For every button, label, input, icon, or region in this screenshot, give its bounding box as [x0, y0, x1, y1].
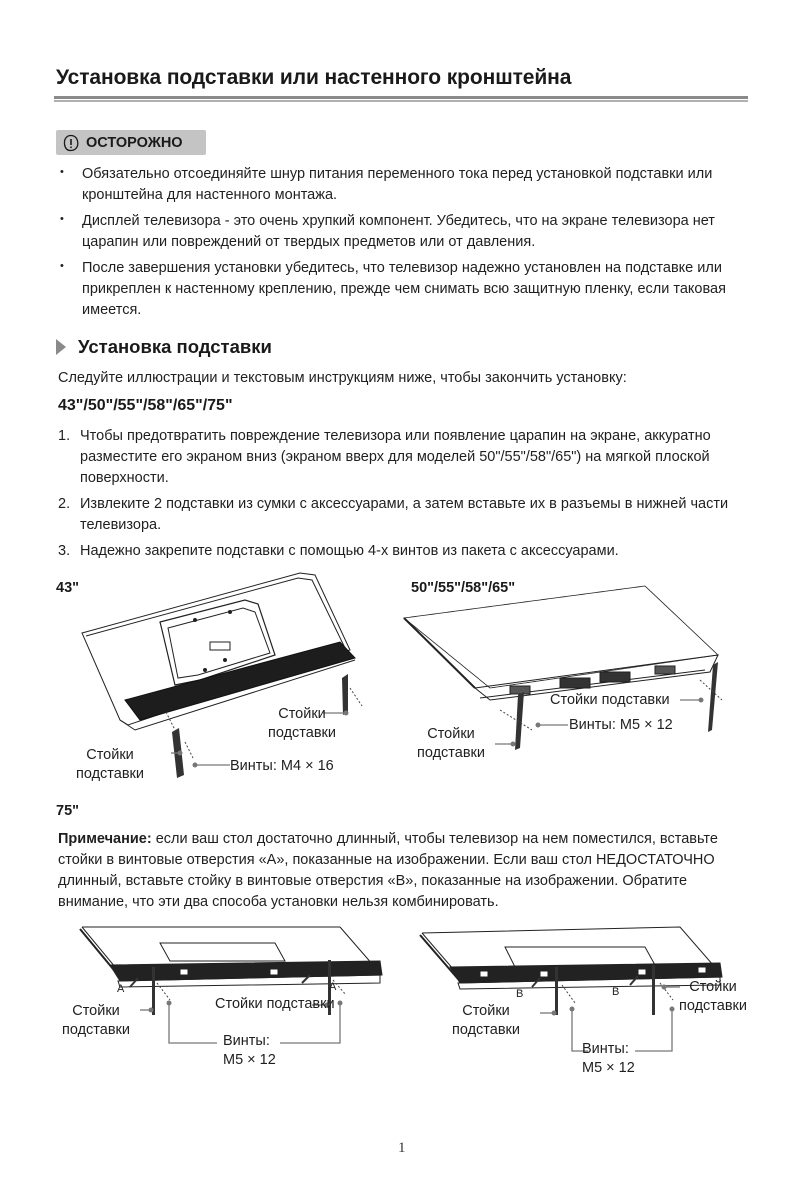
- step-text: Извлеките 2 подставки из сумки с аксессуарами, а затем вставьте их в разъемы в нижней части телевизора.: [80, 496, 729, 533]
- caution-badge: [56, 130, 206, 155]
- step-item: [58, 426, 758, 489]
- step-number: 3.: [58, 543, 71, 559]
- caution-list: [58, 164, 758, 326]
- figure-50-65-stand-callout-right: Стойки подставки: [550, 692, 670, 708]
- stand-post-left: [555, 967, 558, 1015]
- stand-post-right: [652, 965, 655, 1015]
- callout-line: подставки: [62, 1022, 130, 1038]
- step-text: Надежно закрепите подставки с помощью 4-х винтов из пакета с аксессуарами.: [80, 543, 619, 559]
- callout-line: подставки: [268, 725, 336, 741]
- figure-75-label: 75": [56, 803, 80, 819]
- figure-75a-stand-callout-right: Стойки подставки: [215, 996, 335, 1012]
- figure-43-stand-callout-right: [268, 705, 336, 743]
- figure-50-65-label: 50"/55"/58"/65": [411, 580, 516, 596]
- hole-a-right-label: A: [329, 981, 337, 993]
- section-heading-text: Установка подставки: [78, 336, 272, 357]
- bullet: •: [60, 166, 64, 178]
- figure-43-screws-callout: Винты: M4 × 16: [230, 758, 334, 774]
- step-number: 2.: [58, 496, 71, 512]
- callout-line: подставки: [417, 745, 485, 761]
- figure-43-stand-callout-left: [76, 746, 144, 784]
- figure-75b-stand-callout-right: [679, 978, 747, 1016]
- note-text: если ваш стол достаточно длинный, чтобы телевизор на нем поместился, вставьте стойки в винтовые отверстия «A», показанные на изображении. Если ваш стол НЕДОСТАТОЧНО длинный, вставьте стойку в винтовые отверстия «B», показанные на изображении. Обратите внимание, что эти два способа установки нельзя комбинировать.: [58, 831, 718, 910]
- callout-line: Стойки: [278, 706, 326, 722]
- page-number: 1: [398, 1140, 406, 1156]
- caution-item-text: После завершения установки убедитесь, что телевизор надежно установлен на подставке или прикреплен к настенному креплению, прежде чем снимать всю защитную пленку, если таковая имеется.: [82, 260, 726, 318]
- note-label: Примечание:: [58, 831, 152, 847]
- caution-item-text: Дисплей телевизора - это очень хрупкий компонент. Убедитесь, что на экране телевизора нет царапин или повреждений от твердых предметов или от давления.: [82, 213, 715, 250]
- caution-item: [58, 258, 758, 321]
- hole-b-left-label: B: [516, 988, 524, 1000]
- callout-line: подставки: [76, 766, 144, 782]
- section-arrow-icon: [56, 339, 66, 355]
- steps-list: [58, 426, 758, 567]
- callout-line: Стойки: [689, 979, 737, 995]
- caution-label: ОСТОРОЖНО: [86, 134, 183, 151]
- hole-a-left-label: A: [117, 983, 125, 995]
- callout-line: Стойки: [86, 747, 134, 763]
- hole-b-right-label: B: [612, 986, 620, 998]
- figure-75a-screws-callout: [223, 1032, 276, 1070]
- figure-50-65-stand-callout-left: [417, 725, 485, 763]
- step-text: Чтобы предотвратить повреждение телевизора или появление царапин на экране, аккуратно разместите его экраном вниз (экраном вверх для моделей 50"/55"/58"/65") на мягкой плоской поверхности.: [80, 428, 711, 486]
- stand-post-right: [342, 674, 348, 715]
- title-divider: [54, 96, 748, 102]
- callout-line: M5 × 12: [223, 1052, 276, 1068]
- models-heading: 43"/50"/55"/58"/65"/75": [58, 397, 233, 414]
- note-paragraph: [58, 829, 758, 913]
- step-item: [58, 494, 758, 536]
- callout-line: Стойки: [72, 1003, 120, 1019]
- figure-75a-stand-callout-left: [62, 1002, 130, 1040]
- step-item: [58, 541, 758, 562]
- section-intro: Следуйте иллюстрации и текстовым инструкциям ниже, чтобы закончить установку:: [58, 370, 627, 386]
- caution-item: [58, 211, 758, 253]
- callout-line: M5 × 12: [582, 1060, 635, 1076]
- figure-43-label: 43": [56, 580, 80, 596]
- stand-post-left: [515, 692, 524, 750]
- figure-75b-screws-callout: [582, 1040, 635, 1078]
- stand-post-left: [152, 967, 155, 1015]
- callout-line: Стойки: [427, 726, 475, 742]
- callout-line: Винты:: [223, 1033, 270, 1049]
- callout-line: подставки: [452, 1022, 520, 1038]
- section-heading: [56, 336, 272, 358]
- figure-50-65-screws-callout: Винты: M5 × 12: [569, 717, 673, 733]
- callout-line: Винты:: [582, 1041, 629, 1057]
- bullet: •: [60, 213, 64, 225]
- caution-item-text: Обязательно отсоединяйте шнур питания переменного тока перед установкой подставки или кронштейна для настенного монтажа.: [82, 166, 713, 203]
- step-number: 1.: [58, 428, 71, 444]
- warning-exclamation-icon: [62, 134, 80, 152]
- callout-line: Стойки: [462, 1003, 510, 1019]
- page-title: Установка подставки или настенного кронштейна: [56, 66, 572, 89]
- callout-line: подставки: [679, 998, 747, 1014]
- figure-75b-stand-callout-left: [452, 1002, 520, 1040]
- bullet: •: [60, 260, 64, 272]
- caution-item: [58, 164, 758, 206]
